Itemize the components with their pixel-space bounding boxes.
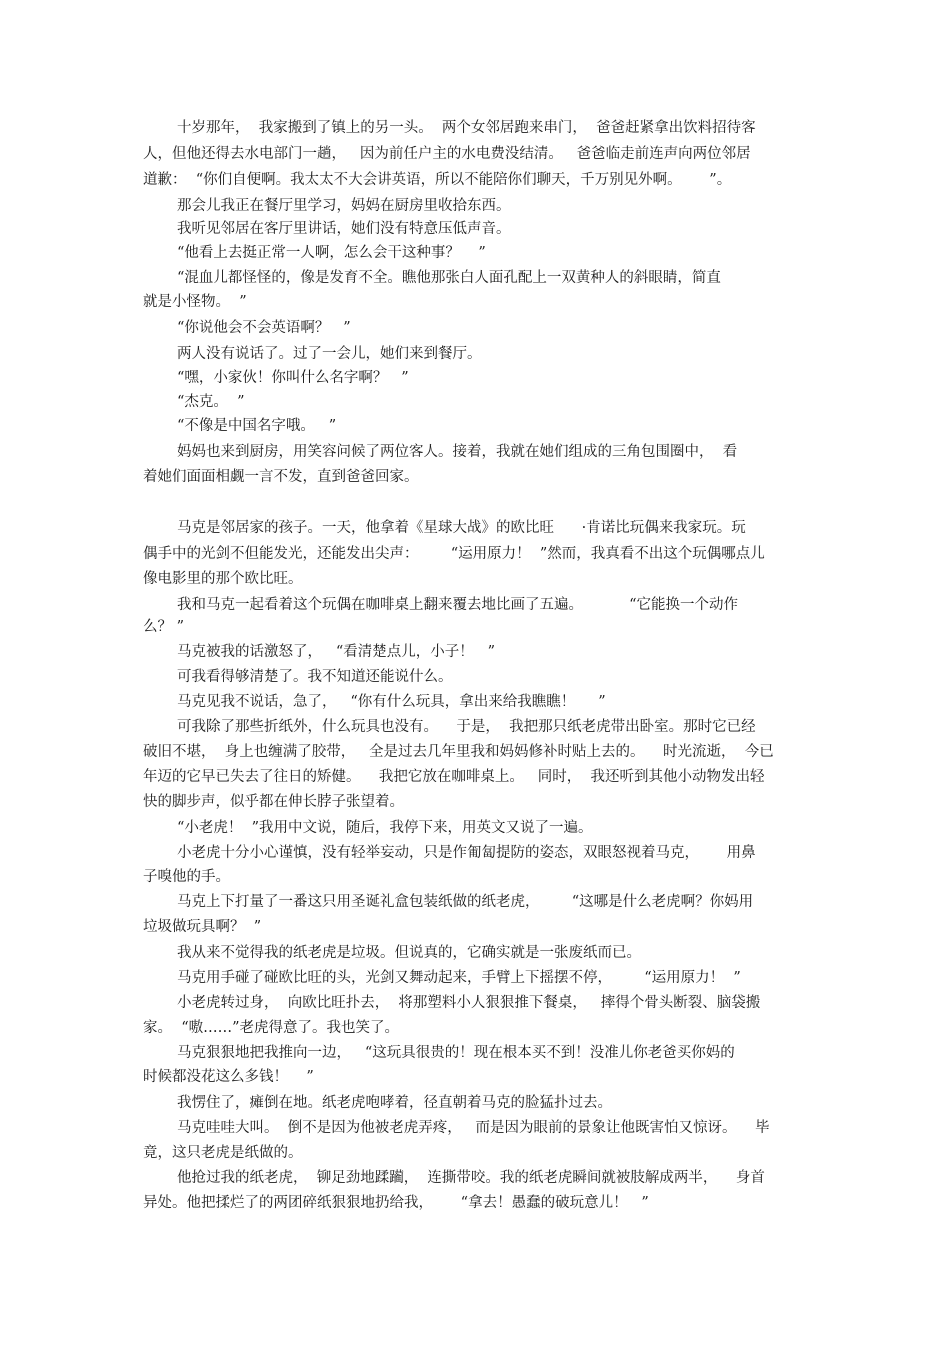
- paragraph-line: 道歉： “你们自便啊。我太太不大会讲英语，所以不能陪你们聊天，千万别见外啊。 ”。: [143, 172, 732, 188]
- paragraph-line: “杰克。 ”: [177, 394, 245, 410]
- paragraph-line: 家。 “嗷……”老虎得意了。我也笑了。: [143, 1020, 400, 1036]
- paragraph-line: “不像是中国名字哦。 ”: [177, 418, 337, 434]
- paragraph-line: 偶手中的光剑不但能发光，还能发出尖声： “运用原力！ ”然而，我真看不出这个玩偶哪点儿: [143, 546, 765, 562]
- paragraph-line: 小老虎转过身， 向欧比旺扑去， 将那塑料小人狠狠推下餐桌， 摔得个骨头断裂、脑袋搬: [177, 995, 761, 1011]
- paragraph-line: 他抢过我的纸老虎， 铆足劲地蹂躏， 连撕带咬。我的纸老虎瞬间就被肢解成两半， 身首: [177, 1170, 765, 1186]
- paragraph-line: 可我看得够清楚了。我不知道还能说什么。: [177, 669, 453, 685]
- paragraph-line: “混血儿都怪怪的，像是发育不全。瞧他那张白人面孔配上一双黄种人的斜眼睛，简直: [177, 270, 721, 286]
- paragraph-line: 马克是邻居家的孩子。一天，他拿着《星球大战》的欧比旺 ·肯诺比玩偶来我家玩。玩: [177, 520, 746, 536]
- paragraph-line: 马克狠狠地把我推向一边， “这玩具很贵的！现在根本买不到！没准儿你老爸买你妈的: [177, 1045, 735, 1061]
- paragraph-line: “你说他会不会英语啊？ ”: [177, 320, 351, 336]
- paragraph-line: 着她们面面相觑一言不发，直到爸爸回家。: [143, 469, 419, 485]
- paragraph-line: 我听见邻居在客厅里讲话，她们没有特意压低声音。: [177, 221, 511, 237]
- paragraph-line: “他看上去挺正常一人啊，怎么会干这种事？ ”: [177, 245, 486, 261]
- paragraph-line: 快的脚步声，似乎都在伸长脖子张望着。: [143, 794, 404, 810]
- paragraph-line: 十岁那年， 我家搬到了镇上的另一头。 两个女邻居跑来串门， 爸爸赶紧拿出饮料招待客: [177, 120, 756, 136]
- paragraph-line: 马克用手碰了碰欧比旺的头，光剑又舞动起来，手臂上下摇摆不停， “运用原力！ ”: [177, 970, 741, 986]
- paragraph-line: 人，但他还得去水电部门一趟， 因为前任户主的水电费没结清。 爸爸临走前连声向两位邻居: [143, 146, 751, 162]
- paragraph-line: 异处。他把揉烂了的两团碎纸狠狠地扔给我， “拿去！愚蠢的破玩意儿！ ”: [143, 1195, 649, 1211]
- paragraph-line: “嘿，小家伙！你叫什么名字啊？ ”: [177, 370, 409, 386]
- paragraph-line: 垃圾做玩具啊？ ”: [143, 919, 262, 935]
- paragraph-line: 我愣住了，瘫倒在地。纸老虎咆哮着，径直朝着马克的脸猛扑过去。: [177, 1095, 612, 1111]
- paragraph-line: 那会儿我正在餐厅里学习，妈妈在厨房里收拾东西。: [177, 198, 511, 214]
- paragraph-line: 年迈的它早已失去了往日的矫健。 我把它放在咖啡桌上。 同时， 我还听到其他小动物发出轻: [143, 769, 765, 785]
- paragraph-line: 小老虎十分小心谨慎，没有轻举妄动，只是作匍匐提防的姿态，双眼怒视着马克， 用鼻: [177, 845, 756, 861]
- paragraph-line: 我从来不觉得我的纸老虎是垃圾。但说真的，它确实就是一张废纸而已。: [177, 945, 641, 961]
- paragraph-line: 马克被我的话激怒了， “看清楚点儿，小子！ ”: [177, 644, 495, 660]
- paragraph-line: 马克上下打量了一番这只用圣诞礼盒包装纸做的纸老虎， “这哪是什么老虎啊？你妈用: [177, 894, 754, 910]
- paragraph-line: 就是小怪物。 ”: [143, 294, 247, 310]
- paragraph-line: 子嗅他的手。: [143, 869, 230, 885]
- paragraph-line: 马克哇哇大叫。 倒不是因为他被老虎弄疼， 而是因为眼前的景象让他既害怕又惊讶。 毕: [177, 1120, 770, 1136]
- paragraph-line: 妈妈也来到厨房，用笑容问候了两位客人。接着，我就在她们组成的三角包围圈中， 看: [177, 444, 738, 460]
- paragraph-line: 么？ ”: [143, 619, 185, 635]
- paragraph-line: 时候都没花这么多钱！ ”: [143, 1069, 314, 1085]
- paragraph-line: 两人没有说话了。过了一会儿，她们来到餐厅。: [177, 346, 482, 362]
- paragraph-line: 竟，这只老虎是纸做的。: [143, 1145, 303, 1161]
- paragraph-line: 破旧不堪， 身上也缠满了胶带， 全是过去几年里我和妈妈修补时贴上去的。 时光流逝， 今已: [143, 744, 774, 760]
- paragraph-line: 我和马克一起看着这个玩偶在咖啡桌上翻来覆去地比画了五遍。 “它能换一个动作: [177, 597, 739, 613]
- paragraph-line: 像电影里的那个欧比旺。: [143, 571, 303, 587]
- paragraph-line: “小老虎！ ”我用中文说，随后，我停下来，用英文又说了一遍。: [177, 820, 593, 836]
- paragraph-line: 可我除了那些折纸外，什么玩具也没有。 于是， 我把那只纸老虎带出卧室。那时它已经: [177, 719, 756, 735]
- paragraph-line: 马克见我不说话，急了， “你有什么玩具，拿出来给我瞧瞧！ ”: [177, 694, 606, 710]
